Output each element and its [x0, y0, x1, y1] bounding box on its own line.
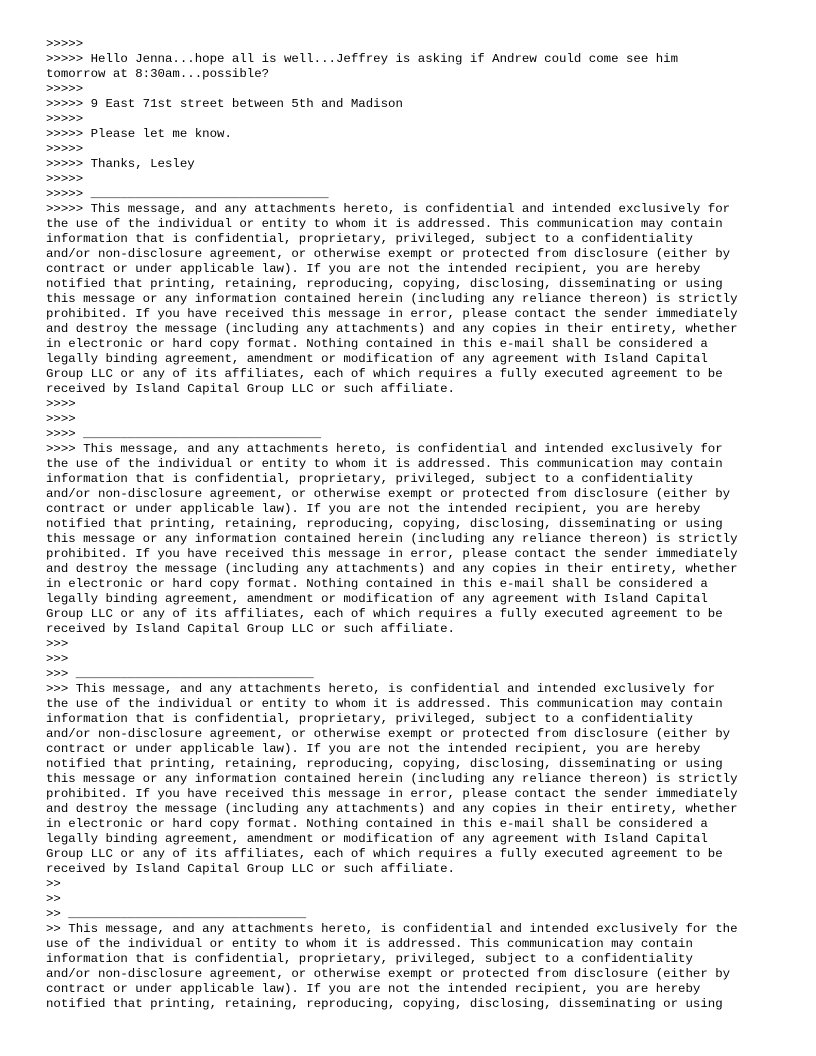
- text-line: >>> This message, and any attachments hereto, is confidential and intended exclusively for: [46, 682, 716, 696]
- text-line: >>>>>: [46, 172, 84, 186]
- text-line: >>>: [46, 637, 69, 651]
- text-line: prohibited. If you have received this message in error, please contact the sender immediately: [46, 547, 738, 561]
- text-line: notified that printing, retaining, reproducing, copying, disclosing, disseminating or using: [46, 277, 723, 291]
- text-line: and/or non-disclosure agreement, or otherwise exempt or protected from disclosure (either by: [46, 487, 731, 501]
- text-line: received by Island Capital Group LLC or such affiliate.: [46, 382, 455, 396]
- text-line: information that is confidential, proprietary, privileged, subject to a confidentiality: [46, 952, 693, 966]
- text-line: >> ________________________________: [46, 907, 307, 921]
- text-line: and/or non-disclosure agreement, or otherwise exempt or protected from disclosure (either by: [46, 247, 731, 261]
- text-line: >>: [46, 892, 61, 906]
- text-line: information that is confidential, proprietary, privileged, subject to a confidentiality: [46, 472, 693, 486]
- text-line: prohibited. If you have received this message in error, please contact the sender immediately: [46, 307, 738, 321]
- text-line: the use of the individual or entity to whom it is addressed. This communication may contain: [46, 457, 723, 471]
- text-line: contract or under applicable law). If you are not the intended recipient, you are hereby: [46, 502, 701, 516]
- text-line: received by Island Capital Group LLC or such affiliate.: [46, 622, 455, 636]
- text-line: >>>>>: [46, 112, 84, 126]
- text-line: in electronic or hard copy format. Nothing contained in this e-mail shall be considered a: [46, 817, 708, 831]
- text-line: legally binding agreement, amendment or modification of any agreement with Island Capital: [46, 592, 708, 606]
- text-line: >>>>> Please let me know.: [46, 127, 232, 141]
- text-line: prohibited. If you have received this message in error, please contact the sender immediately: [46, 787, 738, 801]
- text-line: >>>>: [46, 412, 76, 426]
- text-line: >>: [46, 877, 61, 891]
- text-line: and destroy the message (including any attachments) and any copies in their entirety, whether: [46, 322, 738, 336]
- text-line: legally binding agreement, amendment or modification of any agreement with Island Capital: [46, 832, 708, 846]
- text-line: this message or any information contained herein (including any reliance thereon) is strictly: [46, 532, 738, 546]
- text-line: and destroy the message (including any attachments) and any copies in their entirety, whether: [46, 802, 738, 816]
- text-line: Group LLC or any of its affiliates, each of which requires a fully executed agreement to be: [46, 847, 723, 861]
- text-line: >>>>> ________________________________: [46, 187, 329, 201]
- text-line: this message or any information contained herein (including any reliance thereon) is strictly: [46, 772, 738, 786]
- text-line: >>>> ________________________________: [46, 427, 322, 441]
- text-line: notified that printing, retaining, reproducing, copying, disclosing, disseminating or using: [46, 997, 723, 1011]
- text-line: and/or non-disclosure agreement, or otherwise exempt or protected from disclosure (either by: [46, 967, 731, 981]
- text-line: >>>>> Hello Jenna...hope all is well...Jeffrey is asking if Andrew could come see him: [46, 52, 679, 66]
- text-line: >>>> This message, and any attachments hereto, is confidential and intended exclusively for: [46, 442, 723, 456]
- text-line: contract or under applicable law). If you are not the intended recipient, you are hereby: [46, 742, 701, 756]
- text-line: >>>: [46, 652, 69, 666]
- text-line: >> This message, and any attachments hereto, is confidential and intended exclusively for the: [46, 922, 738, 936]
- text-line: >>>>> This message, and any attachments hereto, is confidential and intended exclusively for: [46, 202, 731, 216]
- text-line: and/or non-disclosure agreement, or otherwise exempt or protected from disclosure (either by: [46, 727, 731, 741]
- text-line: >>>>> Thanks, Lesley: [46, 157, 195, 171]
- text-line: >>>>: [46, 397, 76, 411]
- text-line: legally binding agreement, amendment or modification of any agreement with Island Capital: [46, 352, 708, 366]
- text-line: notified that printing, retaining, reproducing, copying, disclosing, disseminating or using: [46, 757, 723, 771]
- text-line: contract or under applicable law). If you are not the intended recipient, you are hereby: [46, 982, 701, 996]
- text-line: >>>>>: [46, 37, 84, 51]
- text-line: information that is confidential, proprietary, privileged, subject to a confidentiality: [46, 712, 693, 726]
- text-line: >>> ________________________________: [46, 667, 314, 681]
- text-line: and destroy the message (including any attachments) and any copies in their entirety, whether: [46, 562, 738, 576]
- text-line: tomorrow at 8:30am...possible?: [46, 67, 270, 81]
- email-thread-page: [46, 37, 786, 1012]
- text-line: information that is confidential, proprietary, privileged, subject to a confidentiality: [46, 232, 693, 246]
- text-line: in electronic or hard copy format. Nothing contained in this e-mail shall be considered a: [46, 337, 708, 351]
- text-line: >>>>> 9 East 71st street between 5th and Madison: [46, 97, 403, 111]
- text-line: Group LLC or any of its affiliates, each of which requires a fully executed agreement to be: [46, 367, 723, 381]
- text-line: this message or any information contained herein (including any reliance thereon) is strictly: [46, 292, 738, 306]
- text-line: Group LLC or any of its affiliates, each of which requires a fully executed agreement to be: [46, 607, 723, 621]
- text-line: received by Island Capital Group LLC or such affiliate.: [46, 862, 455, 876]
- text-line: the use of the individual or entity to whom it is addressed. This communication may contain: [46, 217, 723, 231]
- text-line: >>>>>: [46, 142, 84, 156]
- text-line: the use of the individual or entity to whom it is addressed. This communication may contain: [46, 697, 723, 711]
- text-line: in electronic or hard copy format. Nothing contained in this e-mail shall be considered a: [46, 577, 708, 591]
- text-line: use of the individual or entity to whom it is addressed. This communication may contain: [46, 937, 693, 951]
- text-line: notified that printing, retaining, reproducing, copying, disclosing, disseminating or using: [46, 517, 723, 531]
- text-line: >>>>>: [46, 82, 84, 96]
- text-line: contract or under applicable law). If you are not the intended recipient, you are hereby: [46, 262, 701, 276]
